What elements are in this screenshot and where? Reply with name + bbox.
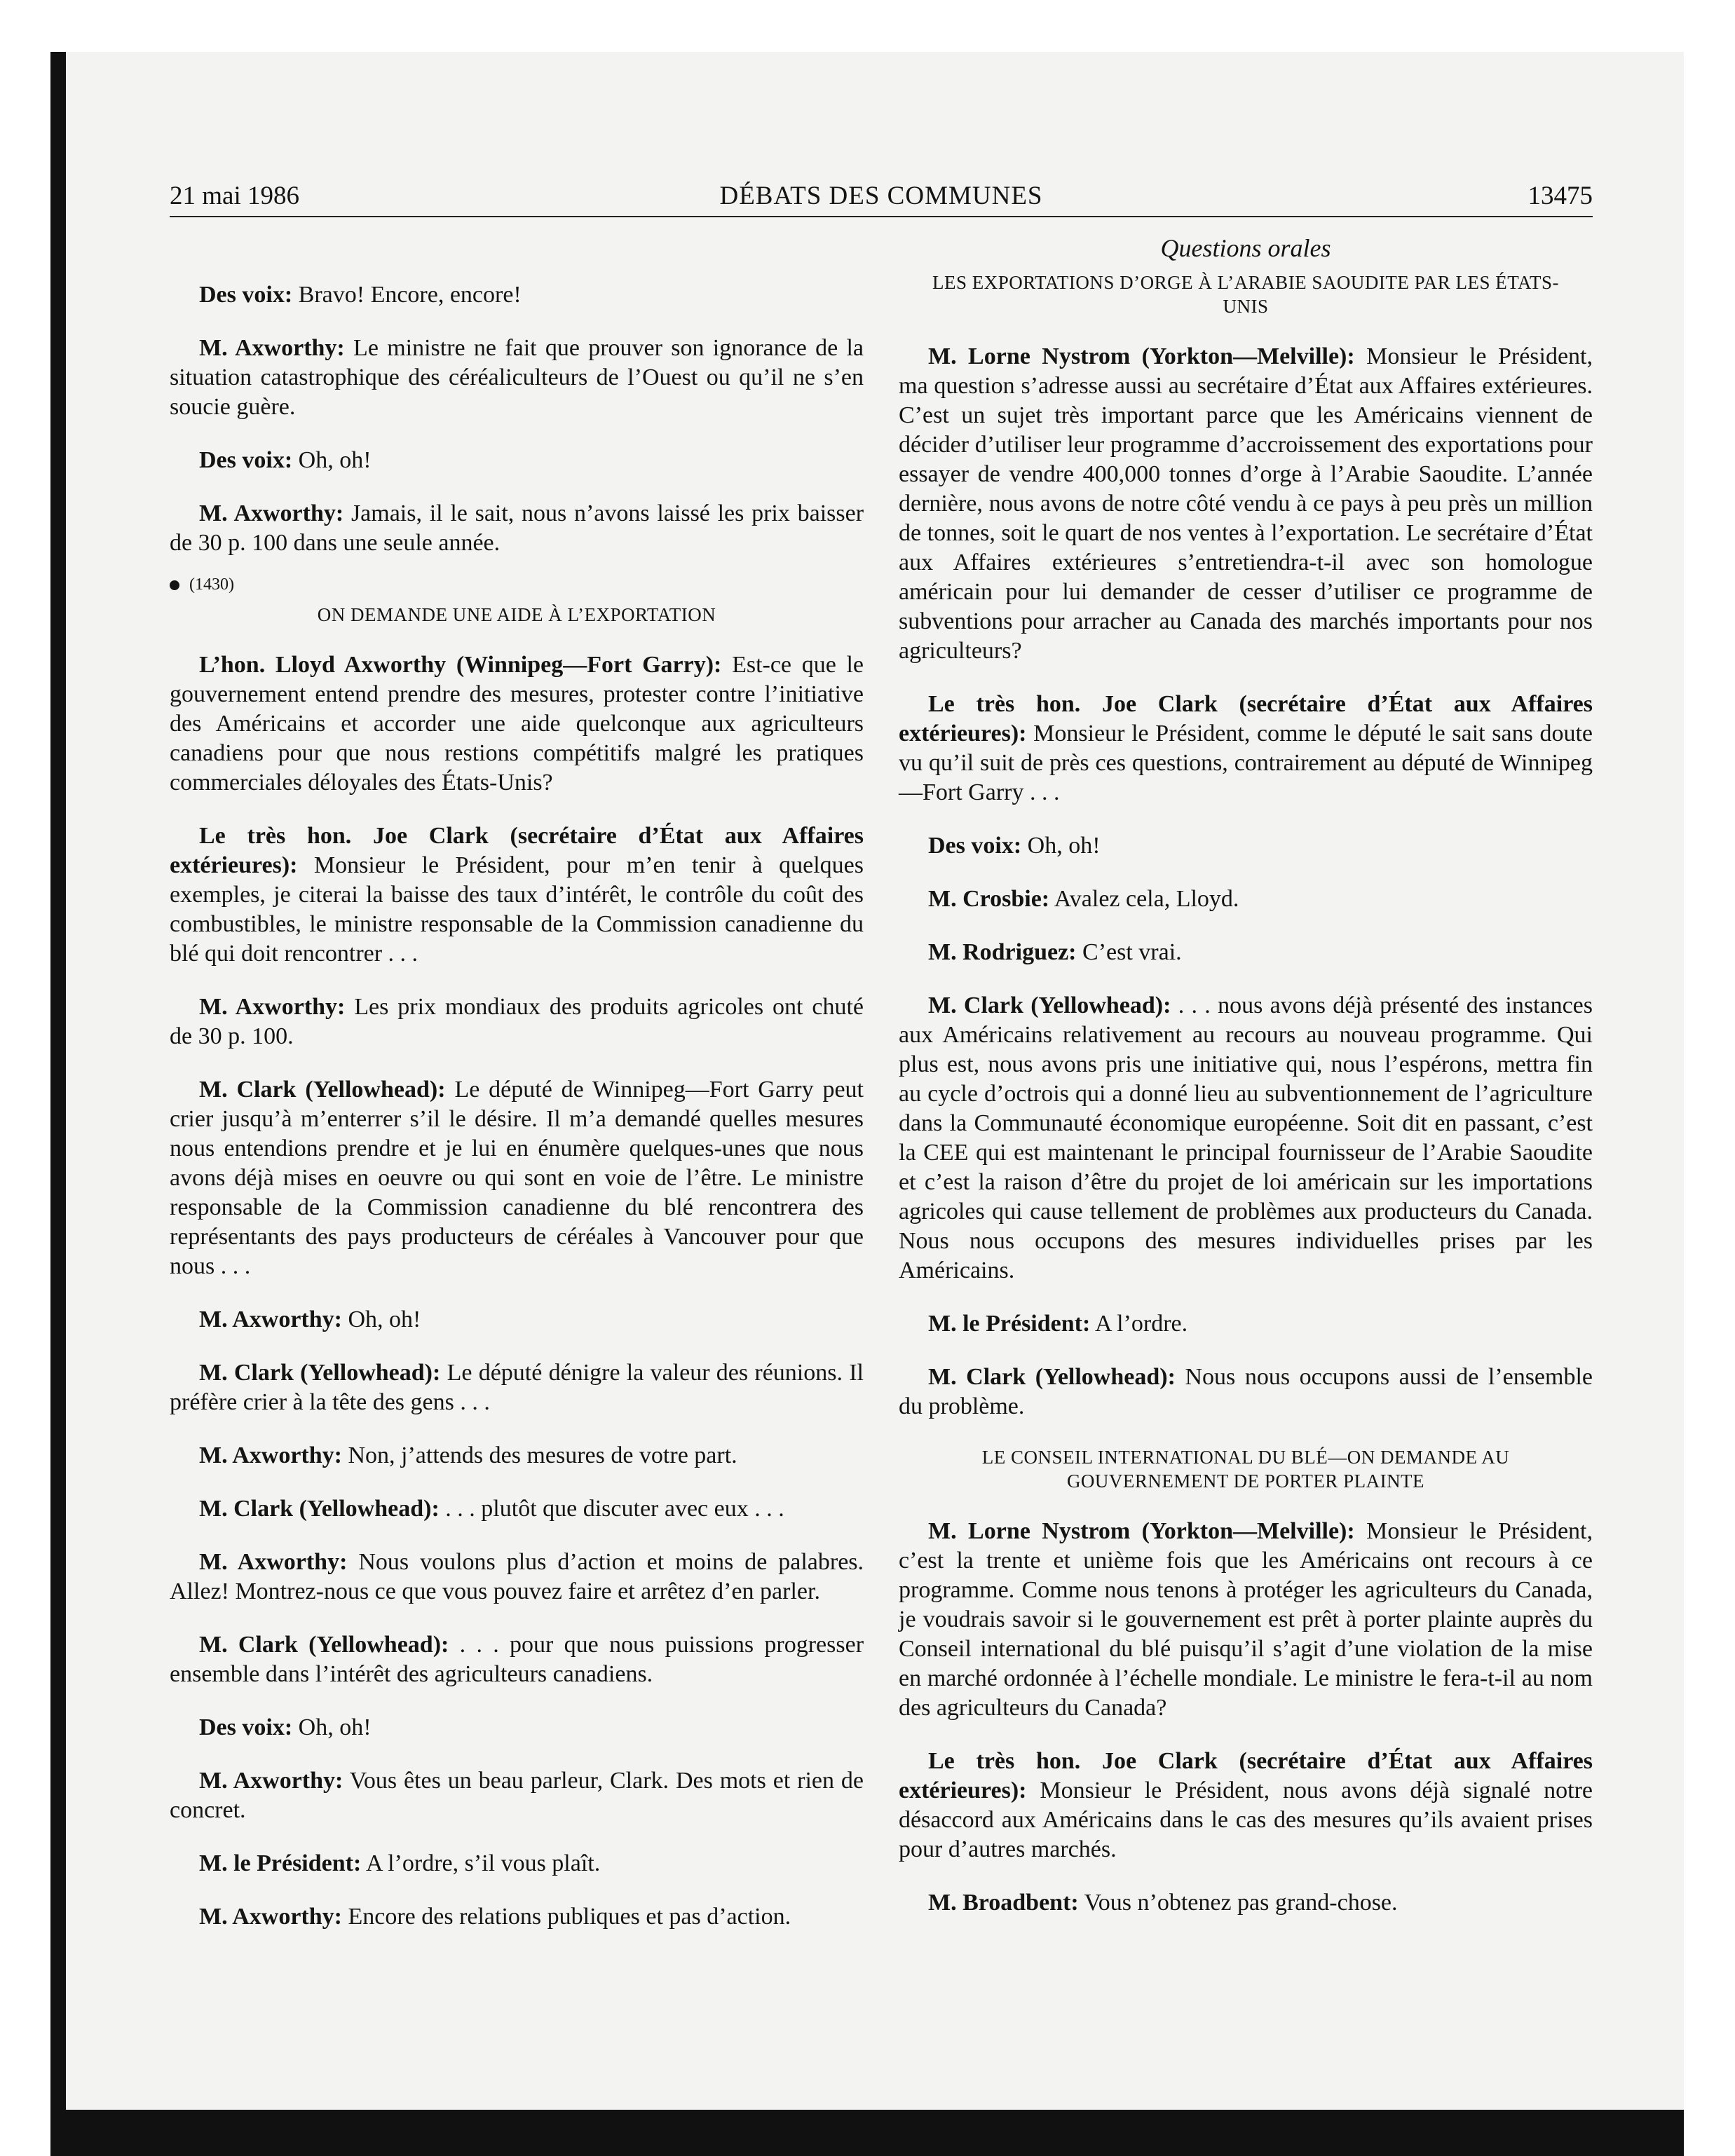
speech-paragraph [170, 992, 864, 1051]
right-column [899, 231, 1593, 1942]
speech-text: Nous voulons plus d’action et moins de palabres. Allez! Montrez-nous ce que vous pouvez faire et arrêtez d’en parler. [170, 1549, 864, 1604]
speech-paragraph [899, 1309, 1593, 1339]
speech-text: Le député dénigre la valeur des réunions. Il préfère crier à la tête des gens . . . [170, 1360, 864, 1415]
speaker-name: M. Crosbie: [928, 886, 1050, 912]
speech-text: Jamais, il le sait, nous n’avons laissé les prix baisser de 30 p. 100 dans une seule année. [170, 500, 864, 556]
speech-paragraph [170, 499, 864, 558]
speaker-name: Le très hon. Joe Clark (secrétaire d’État aux Affaires extérieures): [899, 1748, 1593, 1803]
speaker-name: M. Clark (Yellowhead): [928, 992, 1171, 1018]
speech-paragraph [170, 1713, 864, 1742]
speaker-name: M. Axworthy: [199, 1306, 342, 1332]
scan-border-left [50, 52, 66, 2110]
time-marker-text: (1430) [189, 575, 234, 594]
speaker-name: M. Clark (Yellowhead): [928, 1364, 1176, 1390]
bullet-icon [170, 580, 179, 590]
speaker-name: M. Axworthy: [199, 500, 344, 526]
speech-paragraph [899, 1363, 1593, 1421]
speech-text: A l’ordre, s’il vous plaît. [365, 1850, 601, 1876]
speech-paragraph [170, 1902, 864, 1932]
speech-text: Bravo! Encore, encore! [298, 282, 522, 308]
speaker-name: M. Lorne Nystrom (Yorkton—Melville): [928, 343, 1355, 369]
speaker-name: Des voix: [928, 833, 1022, 859]
header-page-number: 13475 [1528, 182, 1593, 210]
speech-text: Monsieur le Président, pour m’en tenir à quelques exemples, je citerai la baisse des taux d’intérêt, le contrôle du coût des combustibles, le ministre responsable de la Commission canadienne du blé qui doit rencontrer . . . [170, 852, 864, 967]
speech-text: Non, j’attends des mesures de votre part. [348, 1442, 737, 1468]
speaker-name: M. Rodriguez: [928, 939, 1077, 965]
speech-paragraph [170, 650, 864, 798]
section-label-oral-questions: Questions orales [1160, 234, 1331, 262]
speaker-name: Le très hon. Joe Clark (secrétaire d’État aux Affaires extérieures): [170, 823, 864, 878]
speech-text: Oh, oh! [298, 1714, 372, 1740]
speech-text: A l’ordre. [1094, 1311, 1188, 1337]
speech-text: Encore des relations publiques et pas d’action. [348, 1904, 791, 1930]
speech-text: Monsieur le Président, ma question s’adresse aussi au secrétaire d’État aux Affaires extérieures. C’est un sujet très important parce que les Américains viennent de décider d’utiliser leur programme d’accroissement des exportations pour essayer de vendre 400,000 tonnes d’orge à l’Arabie Saoudite. L’année dernière, nous avons de notre côté vendu à ce pays à peu près un million de tonnes, soit le quart de nos ventes à l’exportation. Le secrétaire d’État aux Affaires extérieures s’entretiendra-t-il avec son homologue américain pour lui demander de cesser d’utiliser ce programme de subventions pour arracher au Canada des marchés importants pour nos agriculteurs? [899, 343, 1593, 664]
section-heading-barley-exports: LES EXPORTATIONS D’ORGE À L’ARABIE SAOUDITE PAR LES ÉTATS-UNIS [932, 272, 1560, 317]
speech-text: Oh, oh! [298, 447, 372, 473]
speech-paragraph [899, 938, 1593, 967]
speech-text: Nous nous occupons aussi de l’ensemble du problème. [899, 1364, 1593, 1419]
speech-text: Le ministre ne fait que prouver son ignorance de la situation catastrophique des céréaliculteurs de l’Ouest ou qu’il ne s’en soucie guère. [170, 335, 864, 420]
speech-text: Oh, oh! [348, 1306, 421, 1332]
speech-text: . . . pour que nous puissions progresser ensemble dans l’intérêt des agriculteurs canadiens. [170, 1632, 864, 1687]
speech-paragraph [899, 885, 1593, 914]
left-column [170, 231, 864, 1956]
section-heading-wheat-council: LE CONSEIL INTERNATIONAL DU BLÉ—ON DEMANDE AU GOUVERNEMENT DE PORTER PLAINTE [981, 1447, 1510, 1492]
scan-border-bottom [50, 2110, 1684, 2156]
speech-paragraph [170, 446, 864, 475]
speaker-name: M. Clark (Yellowhead): [199, 1360, 441, 1386]
speaker-name: M. Axworthy: [199, 335, 345, 361]
speech-text: C’est vrai. [1082, 939, 1182, 965]
speaker-name: Des voix: [199, 282, 293, 308]
speech-paragraph [899, 1517, 1593, 1723]
speech-paragraph [170, 334, 864, 422]
speaker-name: M. Axworthy: [199, 1442, 342, 1468]
speech-paragraph [170, 1548, 864, 1606]
speech-text: Oh, oh! [1027, 833, 1101, 859]
speech-text: Vous n’obtenez pas grand-chose. [1084, 1890, 1398, 1916]
speaker-name: M. Clark (Yellowhead): [199, 1632, 449, 1658]
speech-text: Le député de Winnipeg—Fort Garry peut crier jusqu’à m’enterrer s’il le désire. Il m’a demandé quelles mesures nous entendions prendre et je lui en énumère quelques-unes que nous avons déjà mises en oeuvre ou qui sont en voie de l’être. Le ministre responsable de la Commission canadienne du blé rencontrera des représentants des pays producteurs de céréales à Vancouver pour que nous . . . [170, 1077, 864, 1279]
speech-paragraph [170, 280, 864, 310]
speaker-name: M. Axworthy: [199, 1904, 342, 1930]
speech-paragraph [170, 1358, 864, 1417]
speaker-name: M. le Président: [928, 1311, 1091, 1337]
speech-paragraph [899, 690, 1593, 807]
speaker-name: M. Lorne Nystrom (Yorkton—Melville): [928, 1518, 1355, 1544]
speech-text: Monsieur le Président, nous avons déjà signalé notre désaccord aux Américains dans le cas des mesures qu’ils avaient prises pour d’autres marchés. [899, 1778, 1593, 1862]
speaker-name: Des voix: [199, 1714, 293, 1740]
speech-paragraph [170, 1075, 864, 1281]
time-marker [170, 573, 864, 596]
speaker-name: M. Axworthy: [199, 1768, 343, 1794]
speech-text: Est-ce que le gouvernement entend prendre des mesures, protester contre l’initiative des Américains et accorder une aide quelconque aux agriculteurs canadiens pour que nous restions compétitifs malgré les pratiques commerciales déloyales des États-Unis? [170, 652, 864, 796]
header-title: DÉBATS DES COMMUNES [719, 182, 1043, 210]
running-header [170, 178, 1593, 220]
speaker-name: Le très hon. Joe Clark (secrétaire d’État aux Affaires extérieures): [899, 691, 1593, 746]
speech-text: Les prix mondiaux des produits agricoles ont chuté de 30 p. 100. [170, 994, 864, 1049]
speaker-name: M. Axworthy: [199, 1549, 348, 1575]
speech-paragraph [899, 1888, 1593, 1918]
speech-paragraph [899, 991, 1593, 1285]
speech-paragraph [170, 821, 864, 969]
speaker-name: L’hon. Lloyd Axworthy (Winnipeg—Fort Garry): [199, 652, 722, 678]
speaker-name: M. Clark (Yellowhead): [199, 1496, 440, 1522]
speech-text: . . . plutôt que discuter avec eux . . . [445, 1496, 784, 1522]
speaker-name: Des voix: [199, 447, 293, 473]
section-heading-export-aid: ON DEMANDE UNE AIDE À L’EXPORTATION [317, 604, 716, 625]
speech-paragraph [170, 1630, 864, 1689]
speaker-name: M. Clark (Yellowhead): [199, 1077, 446, 1103]
speech-paragraph [170, 1305, 864, 1335]
speech-text: Vous êtes un beau parleur, Clark. Des mots et rien de concret. [170, 1768, 864, 1823]
speech-paragraph [170, 1766, 864, 1825]
speech-text: Avalez cela, Lloyd. [1054, 886, 1239, 912]
speech-paragraph [899, 831, 1593, 861]
speech-paragraph [170, 1441, 864, 1471]
speaker-name: M. Broadbent: [928, 1890, 1079, 1916]
speech-paragraph [170, 1849, 864, 1878]
header-date: 21 mai 1986 [170, 182, 299, 210]
speech-text: . . . nous avons déjà présenté des instances aux Américains relativement au recours au nouveau programme. Qui plus est, nous avons pris une initiative qui, nous l’espérons, mettra fin au cycle d’octrois qui a donné lieu au subventionnement de l’agriculture dans la Communauté économique européenne. Soit dit en passant, c’est la CEE qui est maintenant le principal fournisseur de l’Arabie Saoudite et c’est la raison d’être du projet de loi américain sur les importations agricoles qui cause tellement de problèmes aux producteurs du Canada. Nous nous occupons des mesures individuelles prises par les Américains. [899, 992, 1593, 1283]
speech-paragraph [899, 342, 1593, 666]
speech-text: Monsieur le Président, c’est la trente et unième fois que les Américains ont recours à ce programme. Comme nous tenons à protéger les agriculteurs du Canada, je voudrais savoir si le gouvernement est prêt à porter plainte auprès du Conseil international du blé puisqu’il s’agit d’une violation de la mise en marché ordonnée à l’échelle mondiale. Le ministre le fera-t-il au nom des agriculteurs du Canada? [899, 1518, 1593, 1721]
header-rule [170, 216, 1593, 217]
speech-paragraph [170, 1494, 864, 1524]
speaker-name: M. le Président: [199, 1850, 362, 1876]
speech-text: Monsieur le Président, comme le député le sait sans doute vu qu’il suit de près ces questions, contrairement au député de Winnipeg—Fort Garry . . . [899, 721, 1593, 805]
speaker-name: M. Axworthy: [199, 994, 346, 1020]
speech-paragraph [899, 1747, 1593, 1864]
